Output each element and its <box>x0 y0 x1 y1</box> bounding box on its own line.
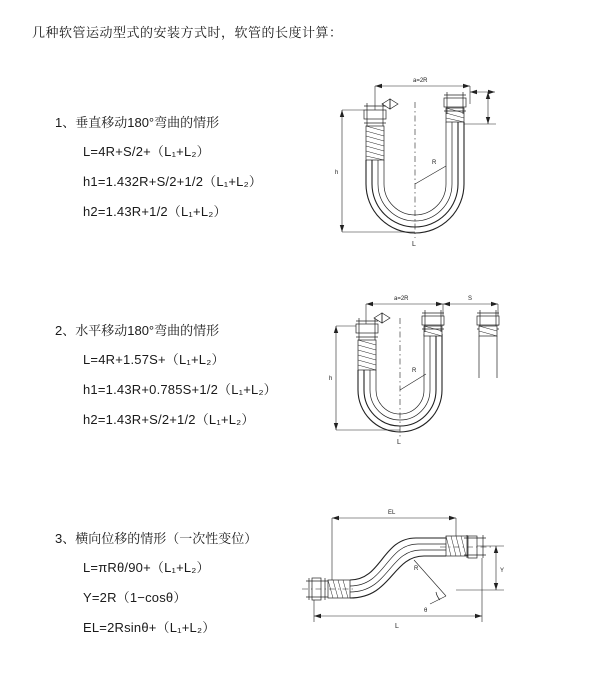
section-3-heading: 3、横向位移的情形（一次性变位） <box>55 531 258 546</box>
section-2-formula-1: L=4R+1.57S+（L₁+L₂） <box>83 352 225 367</box>
svg-text:a=2R: a=2R <box>394 296 409 302</box>
figure-3-lateral-offset <box>296 500 526 640</box>
svg-text:L: L <box>397 439 401 446</box>
page-title: 几种软管运动型式的安装方式时，软管的长度计算： <box>32 25 343 40</box>
svg-text:L: L <box>412 241 416 248</box>
section-1-formula-2: h1=1.432R+S/2+1/2（L₁+L₂） <box>83 174 263 189</box>
section-1-heading: 1、垂直移动180°弯曲的情形 <box>55 115 220 130</box>
svg-text:R: R <box>432 160 437 166</box>
section-1-formula-3: h2=1.43R+1/2（L₁+L₂） <box>83 204 227 219</box>
figure-2-horizontal-180 <box>318 282 543 457</box>
svg-text:L: L <box>395 623 399 630</box>
section-2-formula-3: h2=1.43R+S/2+1/2（L₁+L₂） <box>83 412 255 427</box>
section-2 <box>55 320 277 439</box>
section-3 <box>55 528 257 647</box>
svg-text:Y: Y <box>500 568 505 574</box>
svg-text:R: R <box>412 368 417 374</box>
svg-text:h: h <box>329 376 333 382</box>
section-3-formula-1: L=πRθ/90+（L₁+L₂） <box>83 560 210 575</box>
section-1-formula-1: L=4R+S/2+（L₁+L₂） <box>83 144 210 159</box>
section-2-heading: 2、水平移动180°弯曲的情形 <box>55 323 220 338</box>
svg-text:EL: EL <box>388 510 396 516</box>
section-2-formula-2: h1=1.43R+0.785S+1/2（L₁+L₂） <box>83 382 277 397</box>
section-3-formula-2: Y=2R（1−cosθ） <box>83 590 187 605</box>
svg-text:R: R <box>414 566 419 572</box>
section-3-formula-3: EL=2Rsinθ+（L₁+L₂） <box>83 620 216 635</box>
figure-1-vertical-180 <box>320 62 540 262</box>
svg-text:S: S <box>468 296 473 302</box>
svg-text:θ: θ <box>424 608 428 614</box>
svg-text:a=2R: a=2R <box>413 78 428 84</box>
section-1 <box>55 112 262 231</box>
svg-text:h: h <box>335 170 339 176</box>
